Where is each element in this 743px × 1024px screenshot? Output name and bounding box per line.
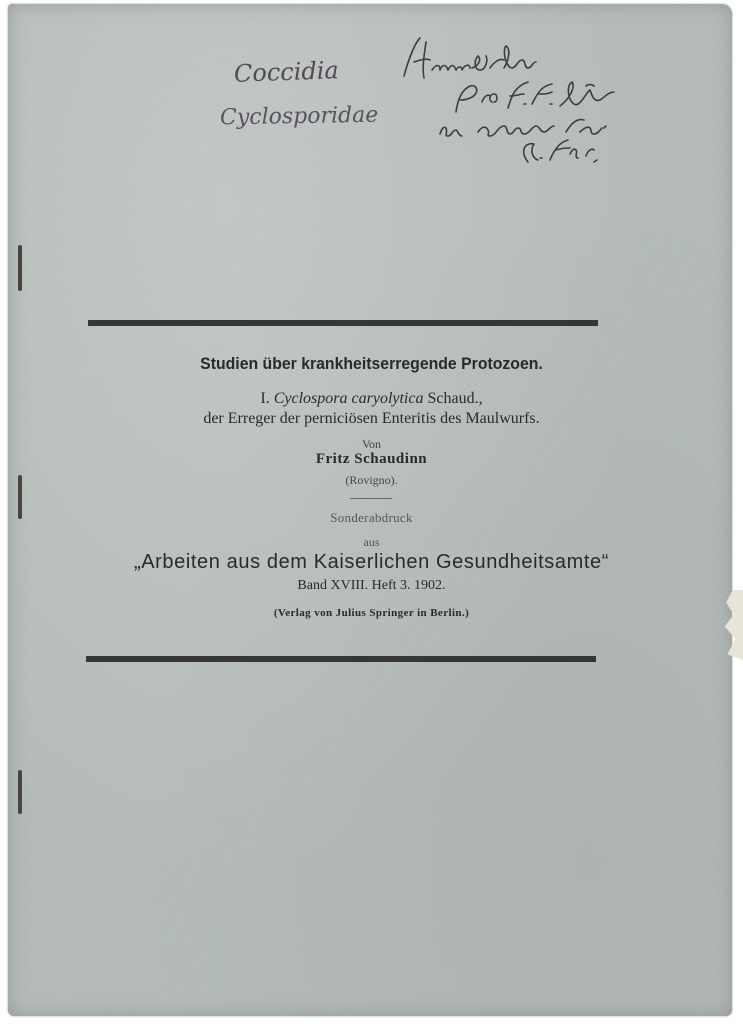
handwritten-note-cyclosporidae: Cyclosporidae xyxy=(219,102,379,131)
top-rule xyxy=(88,320,598,326)
bottom-rule xyxy=(86,656,596,662)
from-label: aus xyxy=(363,535,380,549)
subtitle-number: I. xyxy=(260,390,270,407)
binding-staple-mark xyxy=(18,770,22,814)
small-divider xyxy=(350,498,392,499)
journal-title: „Arbeiten aus dem Kaiserlichen Gesundheitsamte“ xyxy=(133,551,610,573)
volume-info: Band XVIII. Heft 3. 1902. xyxy=(297,578,446,593)
author-location: (Rovigno). xyxy=(345,473,398,487)
document-title: Studien über krankheitserregende Protozoen. xyxy=(200,354,543,373)
author-name: Fritz Schaudinn xyxy=(315,451,428,467)
publisher-info: (Verlag von Julius Springer in Berlin.) xyxy=(273,607,470,619)
by-label: Von xyxy=(361,437,382,451)
binding-staple-mark xyxy=(18,245,22,291)
document-subtitle-line2: der Erreger der perniciösen Enteritis des Maulwurfs. xyxy=(203,410,540,427)
handwritten-dedication-signature xyxy=(400,34,620,164)
offprint-label: Sonderabdruck xyxy=(330,510,413,525)
document-subtitle xyxy=(0,390,743,408)
subtitle-species: Cyclospora caryolytica xyxy=(273,390,424,407)
subtitle-author-abbrev: Schaud., xyxy=(427,390,483,407)
handwritten-note-coccidia: Coccidia xyxy=(233,56,340,88)
